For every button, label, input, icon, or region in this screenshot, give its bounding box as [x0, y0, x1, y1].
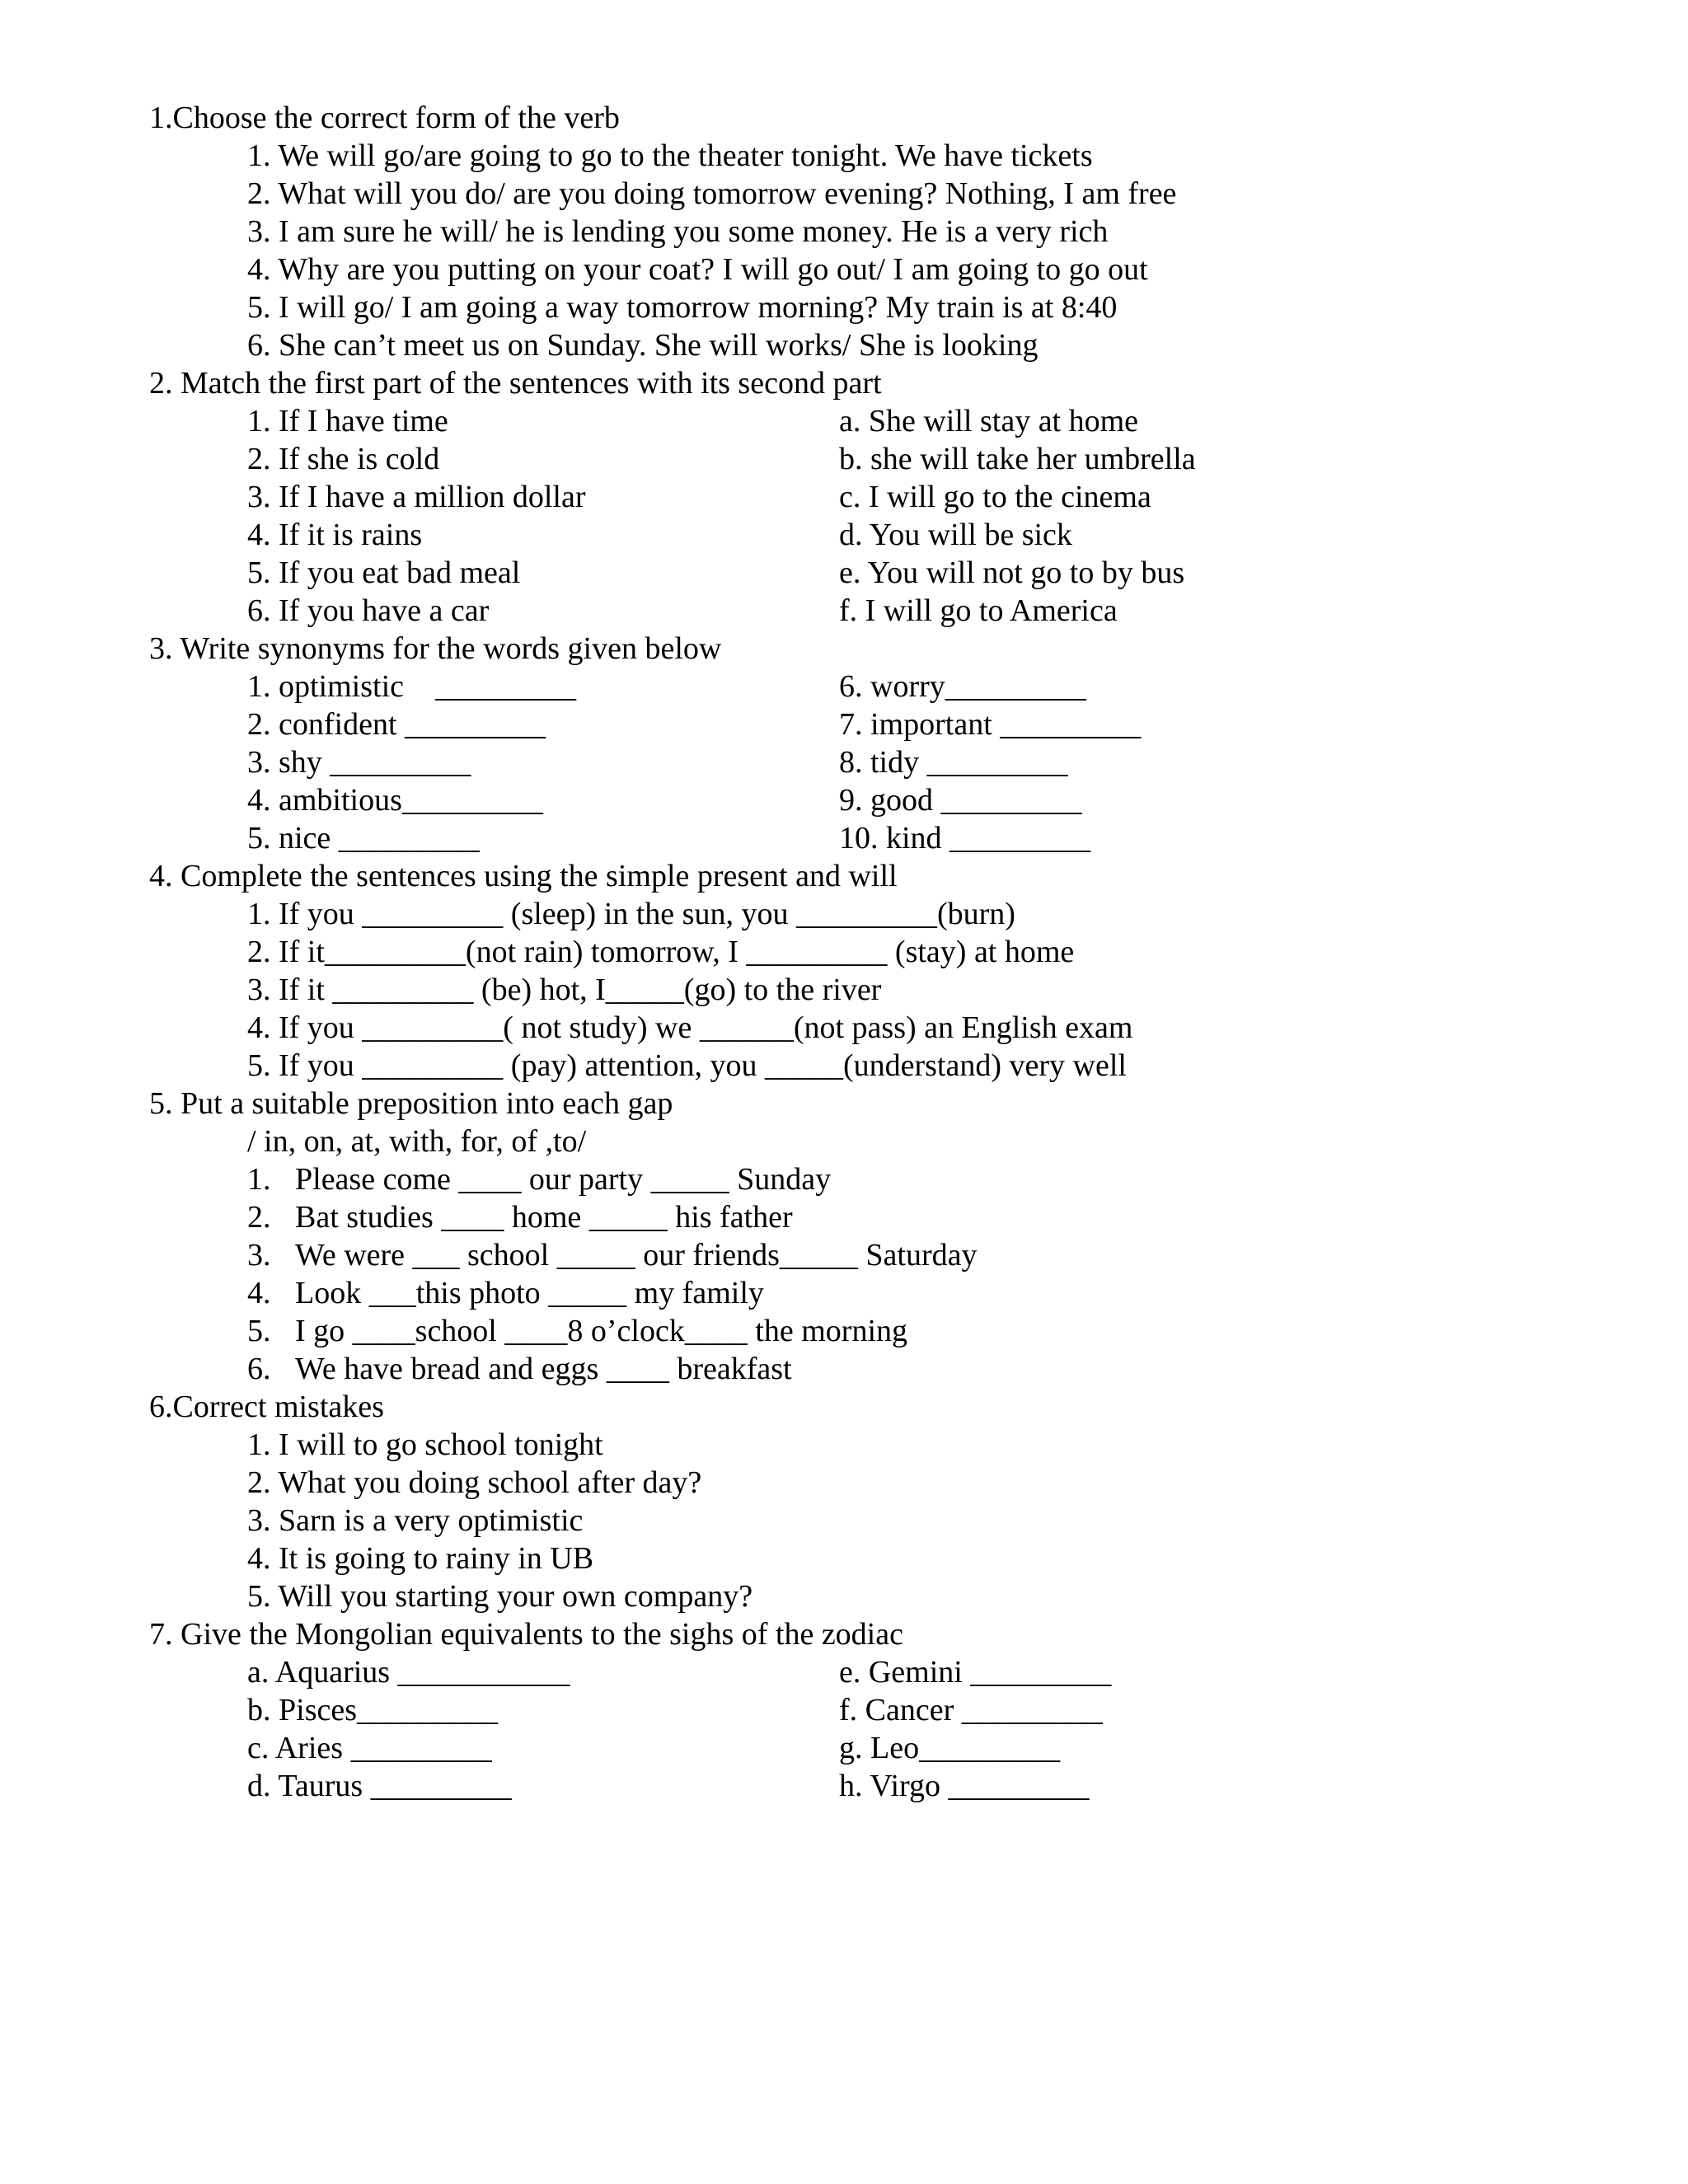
section-5-item-4-number: 4. — [247, 1276, 271, 1310]
section-7-right-g: g. Leo_________ — [839, 1731, 1061, 1765]
section-7-left-c: c. Aries _________ — [247, 1731, 492, 1765]
section-7-right-e: e. Gemini _________ — [839, 1655, 1112, 1690]
section-5-item-1-number: 1. — [247, 1162, 271, 1197]
section-6-item-5: 5. Will you starting your own company? — [247, 1579, 753, 1614]
section-5-item-6-text: We have bread and eggs ____ breakfast — [295, 1352, 792, 1386]
section-6-heading: 6.Correct mistakes — [149, 1390, 384, 1424]
section-3-left-3: 3. shy _________ — [247, 745, 471, 780]
section-5-options: / in, on, at, with, for, of ,to/ — [247, 1124, 587, 1159]
section-6-item-3: 3. Sarn is a very optimistic — [247, 1503, 584, 1538]
section-5-item-2-text: Bat studies ____ home _____ his father — [295, 1200, 793, 1235]
section-7-right-h: h. Virgo _________ — [839, 1769, 1090, 1803]
section-2-heading: 2. Match the first part of the sentences with its second part — [149, 366, 882, 401]
section-4-heading: 4. Complete the sentences using the simple present and will — [149, 859, 898, 893]
section-6-item-1: 1. I will to go school tonight — [247, 1427, 603, 1462]
section-2-left-1: 1. If I have time — [247, 404, 448, 438]
section-3-right-8: 8. tidy _________ — [839, 745, 1068, 780]
section-2-right-e: e. You will not go to by bus — [839, 555, 1185, 590]
section-3-right-7: 7. important _________ — [839, 707, 1142, 742]
section-2-right-f: f. I will go to America — [839, 593, 1118, 628]
section-5-item-1-text: Please come ____ our party _____ Sunday — [295, 1162, 832, 1197]
section-5-item-3-text: We were ___ school _____ our friends_____ Saturday — [295, 1238, 978, 1272]
section-7-left-b: b. Pisces_________ — [247, 1693, 498, 1727]
section-5-item-4-text: Look ___this photo _____ my family — [295, 1276, 764, 1310]
section-4-item-5: 5. If you _________ (pay) attention, you _____(understand) very well — [247, 1048, 1127, 1083]
section-3-right-10: 10. kind _________ — [839, 821, 1091, 855]
section-1-item-2: 2. What will you do/ are you doing tomorrow evening? Nothing, I am free — [247, 176, 1177, 211]
section-1-item-6: 6. She can’t meet us on Sunday. She will works/ She is looking — [247, 328, 1039, 363]
section-3-left-2: 2. confident _________ — [247, 707, 546, 742]
section-2-left-3: 3. If I have a million dollar — [247, 480, 586, 514]
section-3-left-5: 5. nice _________ — [247, 821, 480, 855]
section-2-right-b: b. she will take her umbrella — [839, 442, 1196, 476]
section-1-item-4: 4. Why are you putting on your coat? I will go out/ I am going to go out — [247, 252, 1148, 287]
section-2-left-6: 6. If you have a car — [247, 593, 490, 628]
section-7-heading: 7. Give the Mongolian equivalents to the sighs of the zodiac — [149, 1617, 903, 1652]
section-4-item-1: 1. If you _________ (sleep) in the sun, you _________(burn) — [247, 897, 1015, 931]
section-4-item-2: 2. If it_________(not rain) tomorrow, I _________ (stay) at home — [247, 935, 1075, 969]
section-4-item-3: 3. If it _________ (be) hot, I_____(go) to the river — [247, 972, 882, 1007]
section-2-left-2: 2. If she is cold — [247, 442, 440, 476]
section-2-right-a: a. She will stay at home — [839, 404, 1139, 438]
section-5-heading: 5. Put a suitable preposition into each gap — [149, 1086, 673, 1121]
section-1-item-5: 5. I will go/ I am going a way tomorrow morning? My train is at 8:40 — [247, 290, 1118, 325]
section-6-item-4: 4. It is going to rainy in UB — [247, 1541, 594, 1576]
section-2-left-4: 4. If it is rains — [247, 518, 423, 552]
section-2-left-5: 5. If you eat bad meal — [247, 555, 521, 590]
section-7-left-a: a. Aquarius ___________ — [247, 1655, 570, 1690]
section-6-item-2: 2. What you doing school after day? — [247, 1465, 702, 1500]
section-1-item-1: 1. We will go/are going to go to the theater tonight. We have tickets — [247, 138, 1093, 173]
section-5-item-6-number: 6. — [247, 1352, 271, 1386]
section-3-right-9: 9. good _________ — [839, 783, 1082, 818]
section-5-item-3-number: 3. — [247, 1238, 271, 1272]
section-3-left-1: 1. optimistic _________ — [247, 669, 576, 704]
section-3-right-6: 6. worry_________ — [839, 669, 1086, 704]
section-2-right-d: d. You will be sick — [839, 518, 1072, 552]
section-7-right-f: f. Cancer _________ — [839, 1693, 1103, 1727]
section-5-item-5-number: 5. — [247, 1314, 271, 1348]
section-2-right-c: c. I will go to the cinema — [839, 480, 1151, 514]
section-4-item-4: 4. If you _________( not study) we ______(not pass) an English exam — [247, 1010, 1133, 1045]
section-3-heading: 3. Write synonyms for the words given below — [149, 631, 722, 666]
section-5-item-2-number: 2. — [247, 1200, 271, 1235]
section-1-item-3: 3. I am sure he will/ he is lending you some money. He is a very rich — [247, 214, 1109, 249]
section-7-left-d: d. Taurus _________ — [247, 1769, 512, 1803]
section-3-left-4: 4. ambitious_________ — [247, 783, 543, 818]
section-5-item-5-text: I go ____school ____8 o’clock____ the morning — [295, 1314, 908, 1348]
section-1-heading: 1.Choose the correct form of the verb — [149, 101, 620, 135]
